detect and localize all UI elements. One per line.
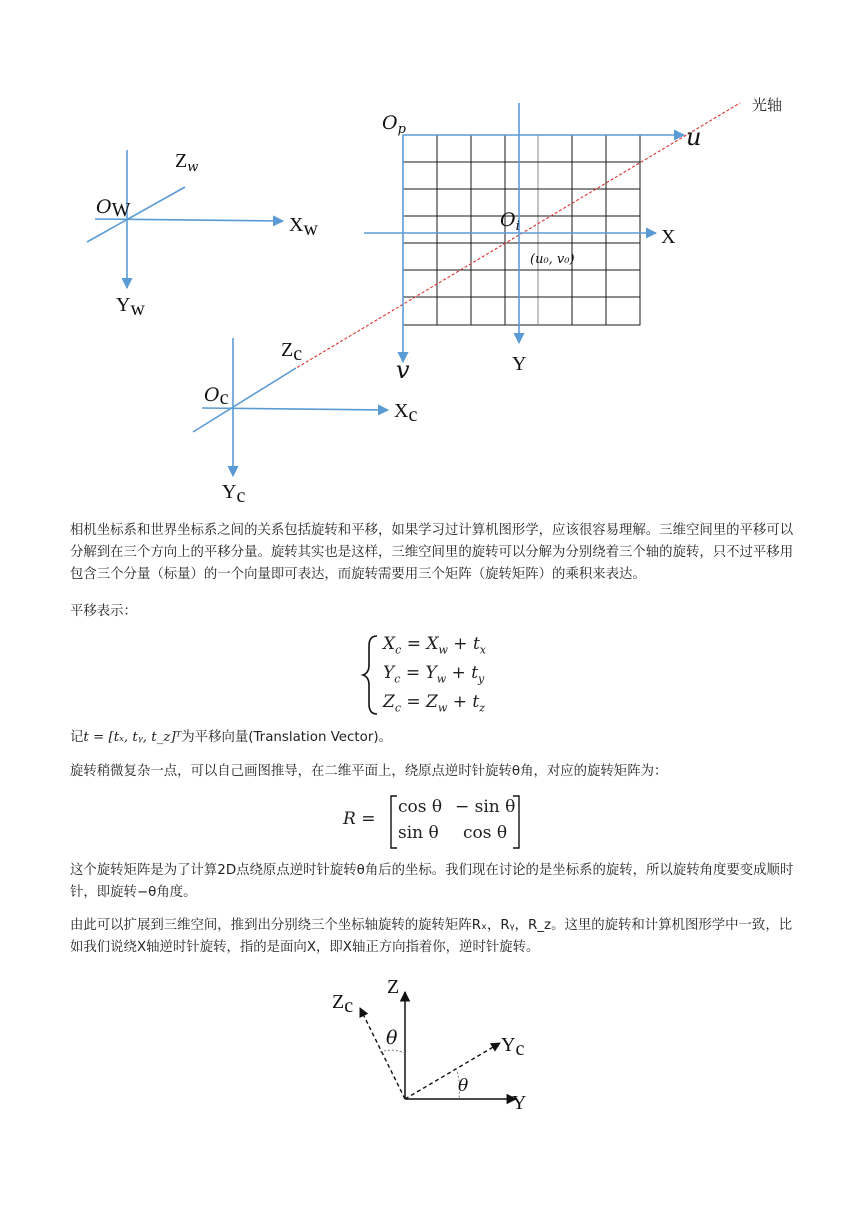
oi-label: $O_i$ [500, 209, 520, 234]
left-brace [360, 632, 382, 718]
equation-line-x: $X_c = X_w + t_x$ [383, 634, 486, 657]
rotation-intro: 旋转稍微复杂一点，可以自己画图推导，在二维平面上，绕原点逆时针旋转θ角，对应的旋转矩阵为： [70, 764, 668, 779]
image-plane-grid [403, 135, 640, 325]
equation-line-y: $Y_c = Y_w + t_y$ [383, 663, 485, 686]
matrix-lhs: R = [343, 809, 376, 829]
v-label: v [396, 356, 410, 384]
camera-coordinate-figure [0, 0, 868, 520]
op-label: $O_p$ [382, 112, 406, 137]
fig2-z-label: Z [387, 976, 400, 998]
principal-point-label: (u₀, v₀) [530, 252, 575, 267]
matrix-d: cos θ [463, 823, 508, 843]
translation-equations [360, 632, 560, 718]
rotation-matrix [343, 794, 543, 850]
image-y-label: Y [512, 353, 527, 375]
fig2-yc-label: Yc [501, 1034, 525, 1060]
equation-line-z: $Z_c = Z_w + t_z$ [383, 692, 485, 715]
optical-axis-label: 光轴 [752, 96, 783, 114]
fig2-zc-label: Zc [332, 991, 354, 1017]
world-y-label: Yw [116, 294, 145, 320]
camera-z-label: Zc [281, 339, 303, 365]
image-x-label: X [661, 226, 676, 248]
camera-origin-label: Oc [204, 384, 229, 409]
fig2-theta-top: θ [386, 1027, 398, 1049]
paragraph-intro: 相机坐标系和世界坐标系之间的关系包括旋转和平移，如果学习过计算机图形学，应该很容易理解。三维空间里的平移可以分解到在三个方向上的平移分量。旋转其实也是这样，三维空间里的旋转可以分解为分别绕着三个轴的旋转，只不过平移用包含三个分量（标量）的一个向量即可表达，而旋转需要用三个矩阵（旋转矩阵）的乘积来表达。 [70, 523, 794, 582]
rotation-figure [320, 970, 540, 1120]
fig2-yc-axis [405, 1043, 500, 1099]
translation-heading: 平移表示： [70, 604, 137, 619]
fig2-zc-axis [360, 1008, 405, 1099]
matrix-a: cos θ [398, 797, 443, 817]
paragraph-rotation-note: 这个旋转矩阵是为了计算2D点绕原点逆时针旋转θ角后的坐标。我们现在讨论的是坐标系的旋转，所以旋转角度要变成顺时针，即旋转−θ角度。 [70, 863, 794, 900]
camera-x-label: Xc [394, 400, 418, 426]
world-z-label: $Z_w$ [175, 150, 199, 175]
world-x-label: Xw [289, 214, 318, 240]
world-origin-label: OW [96, 196, 131, 221]
u-label: u [686, 123, 702, 151]
fig2-theta-bottom: θ [458, 1076, 469, 1096]
matrix-b: − sin θ [455, 797, 516, 817]
fig2-y-label: Y [512, 1092, 527, 1114]
matrix-c: sin θ [398, 823, 439, 843]
translation-vector-note: 记t = [tₓ, tᵧ, t_z]ᵀ为平移向量(Translation Vector)。 [70, 730, 392, 745]
camera-y-label: Yc [222, 481, 246, 507]
fig2-angle-arc-top [380, 1050, 405, 1053]
paragraph-3d-rotation: 由此可以扩展到三维空间，推到出分别绕三个坐标轴旋转的旋转矩阵Rₓ，Rᵧ，R_z。这里的旋转和计算机图形学中一致，比如我们说绕X轴逆时针旋转，指的是面向X，即X轴正方向指着你，逆时针旋转。 [70, 918, 793, 955]
